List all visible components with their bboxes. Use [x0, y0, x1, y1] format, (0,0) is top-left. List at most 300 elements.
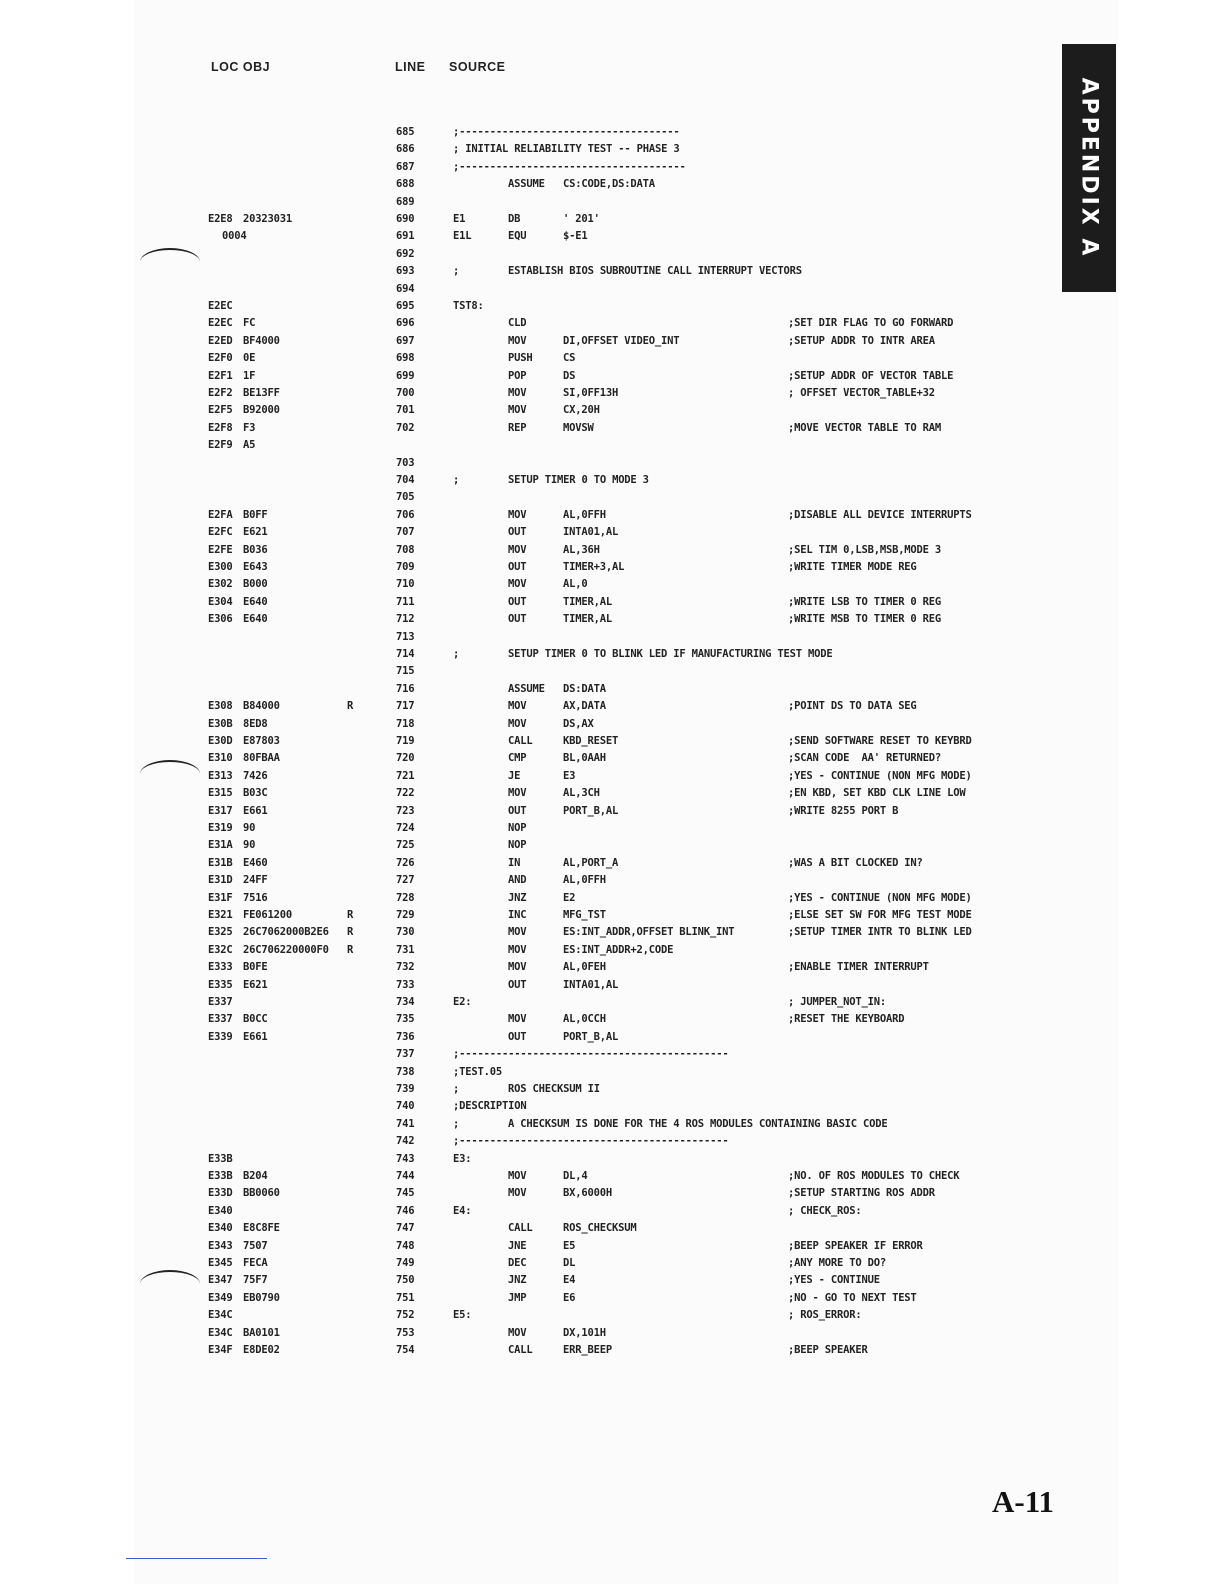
- line-number: 710: [396, 578, 415, 591]
- listing-row: [0, 750, 1060, 767]
- line-number: 695: [396, 300, 415, 312]
- line-number: 689: [396, 195, 415, 208]
- loc-cell: E337: [208, 996, 233, 1008]
- line-number: 697: [396, 334, 415, 347]
- loc-cell: E2F0: [208, 352, 233, 365]
- opcode-cell: CALL: [508, 1344, 533, 1356]
- listing-row: [0, 507, 1060, 524]
- operand-cell: BX,6000H: [563, 1187, 612, 1200]
- listing-row: [0, 907, 1060, 924]
- loc-cell: E343: [208, 1239, 233, 1252]
- obj-cell: FE061200: [243, 909, 292, 921]
- loc-cell: E333: [208, 961, 233, 974]
- line-number: 685: [396, 126, 415, 138]
- line-number: 721: [396, 769, 415, 782]
- reloc-flag: R: [347, 943, 354, 956]
- line-number: 727: [396, 874, 415, 887]
- comment-cell: ;YES - CONTINUE: [788, 1274, 880, 1287]
- opcode-cell: OUT: [508, 978, 527, 991]
- listing-row: [0, 872, 1060, 889]
- listing-row: [0, 542, 1060, 559]
- obj-cell: E643: [243, 561, 268, 573]
- line-number: 751: [396, 1291, 415, 1304]
- listing-row: [0, 1064, 1060, 1081]
- listing-row: [0, 385, 1060, 402]
- page-number: A-11: [992, 1484, 1054, 1519]
- label-cell: ;------------------------------------: [453, 126, 680, 138]
- operand-cell: ES:INT_ADDR+2,CODE: [563, 943, 674, 956]
- listing-row: [0, 855, 1060, 872]
- opcode-cell: MOV: [508, 961, 527, 974]
- listing-row: [0, 455, 1060, 472]
- loc-cell: E2F1: [208, 369, 233, 382]
- listing-row: [0, 1185, 1060, 1202]
- line-number: 707: [396, 526, 415, 539]
- comment-cell: ;SETUP TIMER INTR TO BLINK LED: [788, 926, 972, 939]
- comment-cell: ;ENABLE TIMER INTERRUPT: [788, 961, 929, 974]
- opcode-cell: ROS CHECKSUM II: [508, 1083, 600, 1095]
- opcode-cell: DB: [508, 213, 521, 225]
- line-number: 708: [396, 543, 415, 556]
- opcode-cell: OUT: [508, 1030, 527, 1043]
- opcode-cell: ESTABLISH BIOS SUBROUTINE CALL INTERRUPT VECTORS: [508, 265, 802, 278]
- comment-cell: ;WAS A BIT CLOCKED IN?: [788, 856, 923, 869]
- loc-cell: E345: [208, 1257, 233, 1269]
- comment-cell: ;YES - CONTINUE (NON MFG MODE): [788, 769, 972, 782]
- loc-cell: E2FC: [208, 526, 233, 539]
- opcode-cell: POP: [508, 369, 527, 382]
- listing-row: [0, 1081, 1060, 1098]
- opcode-cell: JMP: [508, 1291, 527, 1304]
- comment-cell: ;WRITE MSB TO TIMER 0 REG: [788, 613, 942, 626]
- operand-cell: DX,101H: [563, 1326, 606, 1339]
- opcode-cell: CMP: [508, 752, 527, 765]
- operand-cell: AL,36H: [563, 543, 600, 556]
- label-cell: E3:: [453, 1152, 472, 1165]
- line-number: 701: [396, 404, 415, 417]
- line-number: 746: [396, 1204, 415, 1217]
- loc-cell: E310: [208, 752, 233, 765]
- operand-cell: AL,3CH: [563, 787, 600, 800]
- line-number: 722: [396, 787, 415, 800]
- line-number: 754: [396, 1344, 415, 1356]
- opcode-cell: JNZ: [508, 1274, 527, 1287]
- opcode-cell: REP: [508, 421, 527, 434]
- line-number: 740: [396, 1100, 415, 1113]
- listing-row: [0, 1168, 1060, 1185]
- opcode-cell: OUT: [508, 613, 527, 626]
- opcode-cell: OUT: [508, 595, 527, 608]
- header-loc-obj: LOC OBJ: [211, 60, 271, 74]
- loc-cell: E2F5: [208, 404, 233, 417]
- comment-cell: ;BEEP SPEAKER IF ERROR: [788, 1239, 923, 1252]
- operand-cell: E4: [563, 1274, 576, 1287]
- obj-cell: BA0101: [243, 1326, 280, 1339]
- listing-row: [0, 1220, 1060, 1237]
- listing-row: [0, 124, 1060, 141]
- operand-cell: AL,0CCH: [563, 1013, 606, 1026]
- opcode-cell: MOV: [508, 700, 527, 713]
- obj-cell: B92000: [243, 404, 280, 417]
- listing-row: [0, 611, 1060, 628]
- operand-cell: DL: [563, 1257, 576, 1269]
- operand-cell: CX,20H: [563, 404, 600, 417]
- operand-cell: PORT_B,AL: [563, 804, 619, 817]
- loc-cell: E302: [208, 578, 233, 591]
- loc-cell: E319: [208, 822, 233, 834]
- comment-cell: ;DISABLE ALL DEVICE INTERRUPTS: [788, 508, 972, 521]
- loc-cell: E31F: [208, 891, 233, 904]
- opcode-cell: MOV: [508, 404, 527, 417]
- line-number: 699: [396, 369, 415, 382]
- loc-cell: E308: [208, 700, 233, 713]
- loc-cell: E335: [208, 978, 233, 991]
- opcode-cell: MOV: [508, 926, 527, 939]
- label-cell: ;TEST.05: [453, 1065, 502, 1078]
- opcode-cell: MOV: [508, 1170, 527, 1182]
- label-cell: E1L: [453, 230, 472, 243]
- listing-row: [0, 663, 1060, 680]
- listing-row: [0, 959, 1060, 976]
- obj-cell: 90: [243, 822, 256, 834]
- opcode-cell: NOP: [508, 822, 527, 834]
- operand-cell: ERR_BEEP: [563, 1344, 612, 1356]
- listing-row: [0, 977, 1060, 994]
- listing-row: [0, 524, 1060, 541]
- listing-row: [0, 698, 1060, 715]
- opcode-cell: OUT: [508, 526, 527, 539]
- comment-cell: ;YES - CONTINUE (NON MFG MODE): [788, 891, 972, 904]
- listing-row: [0, 803, 1060, 820]
- obj-cell: B84000: [243, 700, 280, 713]
- operand-cell: AL,0: [563, 578, 588, 591]
- listing-row: [0, 420, 1060, 437]
- obj-cell: E640: [243, 595, 268, 608]
- operand-cell: TIMER,AL: [563, 613, 612, 626]
- line-number: 735: [396, 1013, 415, 1026]
- line-number: 752: [396, 1309, 415, 1322]
- loc-cell: E33B: [208, 1170, 233, 1182]
- operand-cell: BL,0AAH: [563, 752, 606, 765]
- listing-row: [0, 1238, 1060, 1255]
- opcode-cell: MOV: [508, 334, 527, 347]
- opcode-cell: MOV: [508, 578, 527, 591]
- opcode-cell: CALL: [508, 1222, 533, 1235]
- listing-row: [0, 768, 1060, 785]
- listing-row: [0, 629, 1060, 646]
- obj-cell: B0CC: [243, 1013, 268, 1026]
- listing-row: [0, 368, 1060, 385]
- obj-cell: 24FF: [243, 874, 268, 887]
- loc-cell: E340: [208, 1204, 233, 1217]
- listing-row: [0, 1255, 1060, 1272]
- line-number: 743: [396, 1152, 415, 1165]
- opcode-cell: MOV: [508, 1326, 527, 1339]
- operand-cell: $-E1: [563, 230, 588, 243]
- comment-cell: ;NO - GO TO NEXT TEST: [788, 1291, 917, 1304]
- comment-cell: ; CHECK_ROS:: [788, 1204, 862, 1217]
- operand-cell: PORT_B,AL: [563, 1030, 619, 1043]
- obj-cell: 8ED8: [243, 717, 268, 730]
- label-cell: E1: [453, 213, 466, 225]
- obj-cell: BE13FF: [243, 387, 280, 399]
- line-number: 741: [396, 1117, 415, 1130]
- opcode-cell: JNZ: [508, 891, 527, 904]
- listing-row: [0, 559, 1060, 576]
- listing-row: [0, 1116, 1060, 1133]
- comment-cell: ;POINT DS TO DATA SEG: [788, 700, 917, 713]
- line-number: 744: [396, 1170, 415, 1182]
- opcode-cell: JE: [508, 769, 521, 782]
- opcode-cell: MOV: [508, 543, 527, 556]
- obj-cell: B204: [243, 1170, 268, 1182]
- loc-cell: E317: [208, 804, 233, 817]
- line-number: 749: [396, 1257, 415, 1269]
- label-cell: ;: [453, 648, 460, 660]
- label-cell: TST8:: [453, 300, 484, 312]
- line-number: 742: [396, 1135, 415, 1148]
- loc-cell: E306: [208, 613, 233, 626]
- line-number: 737: [396, 1048, 415, 1061]
- opcode-cell: OUT: [508, 561, 527, 573]
- opcode-cell: MOV: [508, 787, 527, 800]
- loc-cell: E30B: [208, 717, 233, 730]
- line-number: 718: [396, 717, 415, 730]
- loc-cell: E31D: [208, 874, 233, 887]
- listing-row: [0, 924, 1060, 941]
- listing-row: [0, 1325, 1060, 1342]
- operand-cell: AL,0FEH: [563, 961, 606, 974]
- line-number: 687: [396, 160, 415, 173]
- operand-cell: MOVSW: [563, 421, 594, 434]
- operand-cell: DS: [563, 369, 576, 382]
- obj-cell: BF4000: [243, 334, 280, 347]
- obj-cell: EB0790: [243, 1291, 280, 1304]
- header-source: SOURCE: [449, 60, 506, 74]
- comment-cell: ;WRITE 8255 PORT B: [788, 804, 899, 817]
- obj-cell: 90: [243, 839, 256, 852]
- line-number: 748: [396, 1239, 415, 1252]
- line-number: 750: [396, 1274, 415, 1287]
- loc-cell: E340: [208, 1222, 233, 1235]
- comment-cell: ; OFFSET VECTOR_TABLE+32: [788, 387, 935, 399]
- comment-cell: ;SET DIR FLAG TO GO FORWARD: [788, 317, 954, 330]
- line-number: 734: [396, 996, 415, 1008]
- listing-row: [0, 298, 1060, 315]
- comment-cell: ;ANY MORE TO DO?: [788, 1257, 886, 1269]
- loc-cell: E313: [208, 769, 233, 782]
- line-number: 711: [396, 595, 415, 608]
- comment-cell: ;BEEP SPEAKER: [788, 1344, 868, 1356]
- operand-cell: DS,AX: [563, 717, 594, 730]
- operand-cell: E3: [563, 769, 576, 782]
- comment-cell: ;SETUP ADDR TO INTR AREA: [788, 334, 935, 347]
- obj-cell: 7507: [243, 1239, 268, 1252]
- line-number: 715: [396, 665, 415, 678]
- listing-row: [0, 994, 1060, 1011]
- listing-row: [0, 1029, 1060, 1046]
- comment-cell: ;NO. OF ROS MODULES TO CHECK: [788, 1170, 960, 1182]
- obj-cell: B03C: [243, 787, 268, 800]
- line-number: 747: [396, 1222, 415, 1235]
- label-cell: ; INITIAL RELIABILITY TEST -- PHASE 3: [453, 143, 680, 156]
- loc-cell: E33D: [208, 1187, 233, 1200]
- listing-row: [0, 402, 1060, 419]
- label-cell: ;--------------------------------------------: [453, 1048, 729, 1061]
- listing-row: [0, 263, 1060, 280]
- opcode-cell: CLD: [508, 317, 527, 330]
- listing-row: [0, 733, 1060, 750]
- obj-cell: B036: [243, 543, 268, 556]
- loc-cell: E300: [208, 561, 233, 573]
- obj-cell: B0FF: [243, 508, 268, 521]
- opcode-cell: MOV: [508, 508, 527, 521]
- loc-cell: E2E8: [208, 213, 233, 225]
- listing-row: [0, 281, 1060, 298]
- opcode-cell: MOV: [508, 387, 527, 399]
- opcode-cell: PUSH: [508, 352, 533, 365]
- comment-cell: ;MOVE VECTOR TABLE TO RAM: [788, 421, 942, 434]
- loc-cell: E349: [208, 1291, 233, 1304]
- comment-cell: ;RESET THE KEYBOARD: [788, 1013, 905, 1026]
- operand-cell: TIMER+3,AL: [563, 561, 625, 573]
- line-number: 713: [396, 630, 415, 643]
- obj-cell: E661: [243, 1030, 268, 1043]
- listing-row: [0, 1290, 1060, 1307]
- listing-row: [0, 942, 1060, 959]
- obj-cell: E8DE02: [243, 1344, 280, 1356]
- obj-cell: E460: [243, 856, 268, 869]
- loc-cell: E2EC: [208, 300, 233, 312]
- listing-row: [0, 489, 1060, 506]
- loc-cell: E347: [208, 1274, 233, 1287]
- line-number: 728: [396, 891, 415, 904]
- comment-cell: ;SETUP STARTING ROS ADDR: [788, 1187, 935, 1200]
- line-number: 725: [396, 839, 415, 852]
- label-cell: ;-------------------------------------: [453, 160, 686, 173]
- opcode-cell: ASSUME: [508, 178, 545, 191]
- line-number: 732: [396, 961, 415, 974]
- line-number: 729: [396, 909, 415, 921]
- operand-cell: E2: [563, 891, 576, 904]
- line-number: 738: [396, 1065, 415, 1078]
- operand-cell: E5: [563, 1239, 576, 1252]
- line-number: 686: [396, 143, 415, 156]
- operand-cell: AX,DATA: [563, 700, 606, 713]
- line-number: 716: [396, 682, 415, 695]
- label-cell: ;: [453, 474, 460, 486]
- listing-row: [0, 1203, 1060, 1220]
- listing-row: [0, 576, 1060, 593]
- obj-cell: E640: [243, 613, 268, 626]
- comment-cell: ;SEND SOFTWARE RESET TO KEYBRD: [788, 735, 972, 747]
- listing-row: [0, 315, 1060, 332]
- listing-row: [0, 1151, 1060, 1168]
- loc-cell: E34C: [208, 1309, 233, 1322]
- line-number: 698: [396, 352, 415, 365]
- comment-cell: ;SEL TIM 0,LSB,MSB,MODE 3: [788, 543, 942, 556]
- line-number: 704: [396, 474, 415, 486]
- line-number: 745: [396, 1187, 415, 1200]
- loc-cell: E339: [208, 1030, 233, 1043]
- listing-row: [0, 194, 1060, 211]
- loc-cell: E2F8: [208, 421, 233, 434]
- comment-cell: ;SCAN CODE AA' RETURNED?: [788, 752, 942, 765]
- listing-row: [0, 820, 1060, 837]
- appendix-tab-label: APPENDIX A: [1076, 77, 1102, 259]
- loc-cell: E31A: [208, 839, 233, 852]
- loc-cell: E2ED: [208, 334, 233, 347]
- line-number: 724: [396, 822, 415, 834]
- opcode-cell: JNE: [508, 1239, 527, 1252]
- loc-cell: E2FE: [208, 543, 233, 556]
- comment-cell: ;ELSE SET SW FOR MFG TEST MODE: [788, 909, 972, 921]
- label-cell: E5:: [453, 1309, 472, 1322]
- line-number: 739: [396, 1083, 415, 1095]
- opcode-cell: MOV: [508, 943, 527, 956]
- operand-cell: AL,0FFH: [563, 508, 606, 521]
- comment-cell: ;EN KBD, SET KBD CLK LINE LOW: [788, 787, 966, 800]
- obj-cell: 0004: [222, 230, 247, 243]
- operand-cell: ES:INT_ADDR,OFFSET BLINK_INT: [563, 926, 735, 939]
- opcode-cell: SETUP TIMER 0 TO MODE 3: [508, 474, 649, 486]
- line-number: 726: [396, 856, 415, 869]
- comment-cell: ;WRITE LSB TO TIMER 0 REG: [788, 595, 942, 608]
- line-number: 692: [396, 247, 415, 260]
- listing-row: [0, 1133, 1060, 1150]
- line-number: 702: [396, 421, 415, 434]
- bottom-rule: [126, 1558, 267, 1559]
- obj-cell: E8C8FE: [243, 1222, 280, 1235]
- listing-row: [0, 228, 1060, 245]
- line-number: 709: [396, 561, 415, 573]
- line-number: 700: [396, 387, 415, 399]
- label-cell: ;: [453, 265, 460, 278]
- line-number: 696: [396, 317, 415, 330]
- loc-cell: E2F2: [208, 387, 233, 399]
- listing-row: [0, 472, 1060, 489]
- reloc-flag: R: [347, 700, 354, 713]
- opcode-cell: OUT: [508, 804, 527, 817]
- line-number: 688: [396, 178, 415, 191]
- obj-cell: E661: [243, 804, 268, 817]
- operand-cell: E6: [563, 1291, 576, 1304]
- loc-cell: E337: [208, 1013, 233, 1026]
- listing-row: [0, 1272, 1060, 1289]
- listing-row: [0, 1098, 1060, 1115]
- line-number: 717: [396, 700, 415, 713]
- obj-cell: 0E: [243, 352, 256, 365]
- label-cell: E4:: [453, 1204, 472, 1217]
- loc-cell: E2F9: [208, 439, 233, 452]
- opcode-cell: INC: [508, 909, 527, 921]
- loc-cell: E304: [208, 595, 233, 608]
- line-number: 733: [396, 978, 415, 991]
- operand-cell: MFG_TST: [563, 909, 606, 921]
- operand-cell: ROS_CHECKSUM: [563, 1222, 637, 1235]
- obj-cell: 75F7: [243, 1274, 268, 1287]
- line-number: 731: [396, 943, 415, 956]
- opcode-cell: IN: [508, 856, 521, 869]
- opcode-cell: MOV: [508, 1187, 527, 1200]
- listing-row: [0, 141, 1060, 158]
- loc-cell: E34F: [208, 1344, 233, 1356]
- operand-cell: DI,OFFSET VIDEO_INT: [563, 334, 680, 347]
- loc-cell: E32C: [208, 943, 233, 956]
- listing-row: [0, 246, 1060, 263]
- line-number: 723: [396, 804, 415, 817]
- line-number: 694: [396, 282, 415, 295]
